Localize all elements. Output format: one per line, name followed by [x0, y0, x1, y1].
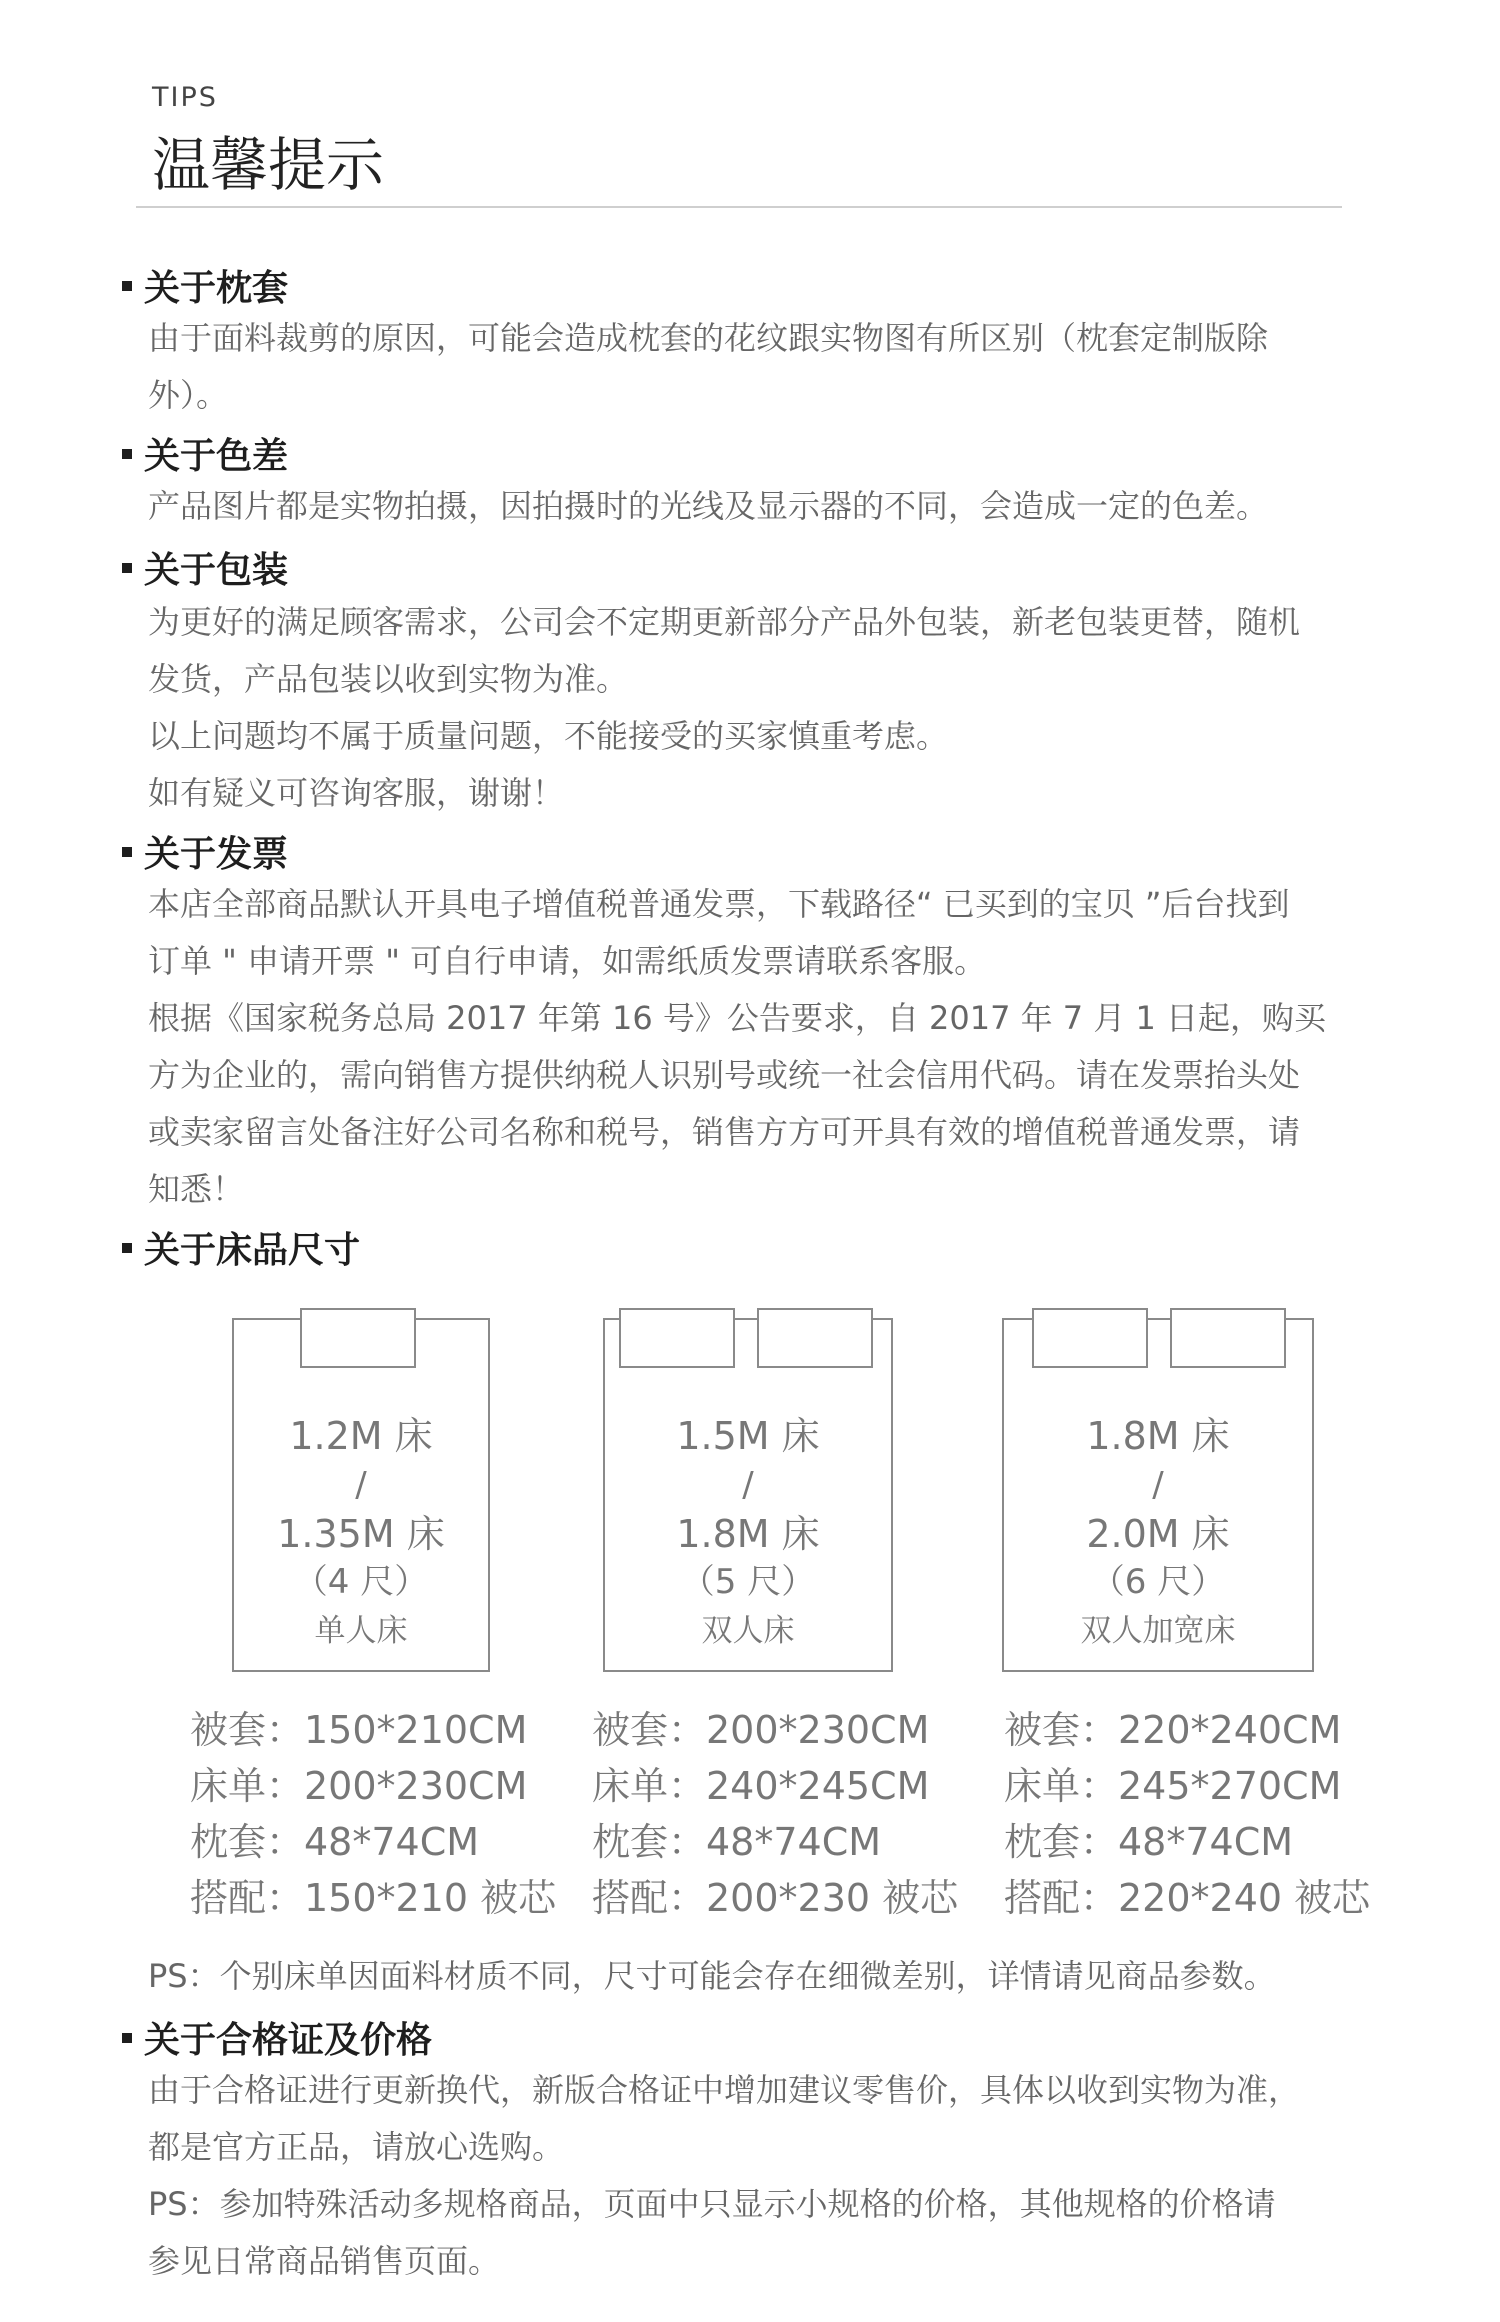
text-line: 如有疑义可咨询客服，谢谢！ — [148, 774, 565, 812]
section-title: 关于包装 — [144, 550, 289, 591]
text-line: 以上问题均不属于质量问题，不能接受的买家慎重考虑。 — [148, 717, 949, 755]
section-heading-bed-size — [122, 1222, 360, 1273]
text-line: 由于合格证进行更新换代，新版合格证中增加建议零售价，具体以收到实物为准， — [148, 2071, 1301, 2109]
section-title: 关于床品尺寸 — [144, 1230, 361, 1271]
spec-duvet: 被套：220*240CM — [1004, 1708, 1342, 1752]
section-body-invoice — [148, 876, 1348, 1218]
text-line: 为更好的满足顾客需求，公司会不定期更新部分产品外包装，新老包装更替，随机 — [148, 603, 1301, 641]
text-line: 都是官方正品，请放心选购。 — [148, 2128, 565, 2166]
text-line: 外）。 — [148, 376, 229, 414]
bullet-icon — [122, 1243, 132, 1253]
bed-size-slash: / — [742, 1465, 754, 1505]
pillow-icon — [757, 1308, 873, 1368]
bed-size-a: 1.8M 床 — [1086, 1414, 1230, 1458]
spec-match: 搭配：200*230 被芯 — [592, 1876, 959, 1920]
bed-size-b: 1.35M 床 — [277, 1512, 445, 1556]
bed-chi: （4 尺） — [293, 1562, 429, 1602]
section-body-certificate — [148, 2062, 1348, 2290]
spec-duvet: 被套：150*210CM — [190, 1708, 528, 1752]
spec-sheet: 床单：240*245CM — [592, 1764, 930, 1808]
bed-specs-wide — [1004, 1702, 1370, 1926]
bed-diagram-single — [232, 1318, 490, 1672]
text-line: 或卖家留言处备注好公司名称和税号，销售方方可开具有效的增值税普通发票，请 — [148, 1113, 1301, 1151]
bed-label — [234, 1412, 488, 1656]
section-body-pillowcase — [148, 310, 1348, 424]
section-heading-invoice — [122, 826, 288, 877]
spec-sheet: 床单：200*230CM — [190, 1764, 528, 1808]
text-line: 产品图片都是实物拍摄，因拍摄时的光线及显示器的不同，会造成一定的色差。 — [148, 487, 1269, 525]
bullet-icon — [122, 449, 132, 459]
pillow-icon — [619, 1308, 735, 1368]
section-body-packaging — [148, 594, 1348, 822]
text-line: 本店全部商品默认开具电子增值税普通发票，下载路径“ 已买到的宝贝 ”后台找到 — [148, 885, 1290, 923]
spec-pillowcase: 枕套：48*74CM — [592, 1820, 882, 1864]
spec-sheet: 床单：245*270CM — [1004, 1764, 1342, 1808]
page-title: 温馨提示 — [152, 131, 385, 199]
bed-type: 双人加宽床 — [1080, 1613, 1236, 1649]
spec-pillowcase: 枕套：48*74CM — [190, 1820, 480, 1864]
bed-chi: （6 尺） — [1090, 1562, 1226, 1602]
pillow-icon — [300, 1308, 416, 1368]
section-title: 关于枕套 — [144, 268, 289, 309]
bed-size-slash: / — [355, 1465, 367, 1505]
text-line: 订单 " 申请开票 " 可自行申请，如需纸质发票请联系客服。 — [148, 942, 987, 980]
bed-diagram-wide — [1002, 1318, 1314, 1672]
bullet-icon — [122, 563, 132, 573]
bed-size-b: 1.8M 床 — [676, 1512, 820, 1556]
title-divider — [136, 206, 1342, 208]
text-line: 知悉！ — [148, 1170, 245, 1208]
section-heading-pillowcase — [122, 260, 288, 311]
pillow-icon — [1032, 1308, 1148, 1368]
bed-specs-double — [592, 1702, 958, 1926]
text-line: PS：参加特殊活动多规格商品，页面中只显示小规格的价格，其他规格的价格请 — [148, 2185, 1276, 2223]
bed-label — [605, 1412, 891, 1656]
bed-type: 单人床 — [314, 1613, 408, 1649]
spec-pillowcase: 枕套：48*74CM — [1004, 1820, 1294, 1864]
section-title: 关于合格证及价格 — [144, 2020, 433, 2061]
bed-diagram-double — [603, 1318, 893, 1672]
section-body-color — [148, 478, 1348, 535]
pillow-icon — [1170, 1308, 1286, 1368]
bed-specs-single — [190, 1702, 556, 1926]
section-heading-packaging — [122, 542, 288, 593]
section-title: 关于发票 — [144, 834, 289, 875]
section-title: 关于色差 — [144, 436, 289, 477]
text-line: 由于面料裁剪的原因，可能会造成枕套的花纹跟实物图有所区别（枕套定制版除 — [148, 319, 1269, 357]
text-line: 方为企业的，需向销售方提供纳税人识别号或统一社会信用代码。请在发票抬头处 — [148, 1056, 1301, 1094]
bullet-icon — [122, 281, 132, 291]
spec-match: 搭配：150*210 被芯 — [190, 1876, 557, 1920]
section-heading-color — [122, 428, 288, 479]
tips-en-label: TIPS — [152, 82, 218, 113]
spec-match: 搭配：220*240 被芯 — [1004, 1876, 1371, 1920]
bed-type: 双人床 — [701, 1613, 795, 1649]
text-line: 根据《国家税务总局 2017 年第 16 号》公告要求，自 2017 年 7 月 1 日起，购买 — [148, 999, 1327, 1037]
bullet-icon — [122, 2033, 132, 2043]
bed-size-ps: PS：个别床单因面料材质不同，尺寸可能会存在细微差别，详情请见商品参数。 — [148, 1957, 1276, 1995]
bed-size-a: 1.5M 床 — [676, 1414, 820, 1458]
text-line: 参见日常商品销售页面。 — [148, 2242, 501, 2280]
bed-chi: （5 尺） — [680, 1562, 816, 1602]
bed-size-b: 2.0M 床 — [1086, 1512, 1230, 1556]
bed-size-slash: / — [1152, 1465, 1164, 1505]
bullet-icon — [122, 847, 132, 857]
bed-label — [1004, 1412, 1312, 1656]
text-line: 发货，产品包装以收到实物为准。 — [148, 660, 629, 698]
spec-duvet: 被套：200*230CM — [592, 1708, 930, 1752]
bed-size-a: 1.2M 床 — [289, 1414, 433, 1458]
section-heading-certificate — [122, 2012, 432, 2063]
